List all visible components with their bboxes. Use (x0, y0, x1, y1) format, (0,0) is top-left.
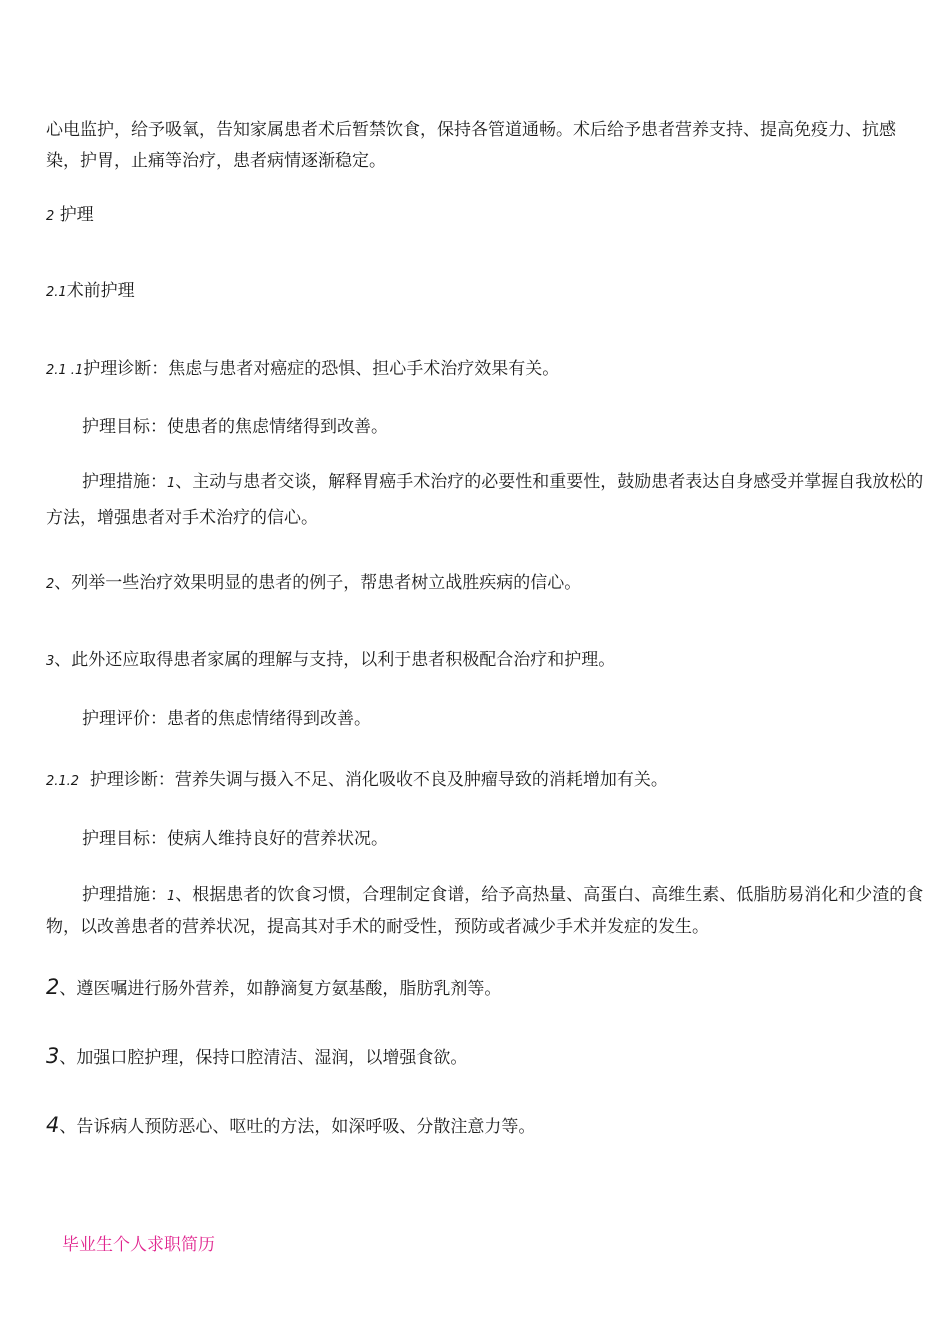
measure-anxiety-2 (46, 568, 926, 600)
item-number: 2 (46, 975, 60, 999)
goal-nutrition (46, 824, 926, 855)
measure-text: 、根据患者的饮食习惯，合理制定食谱，给予高热量、高蛋白、高维生素、低脂肪易消化和少渣的食物，以改善患者的营养状况，提高其对手术的耐受性，预防或者减少手术并发症的发生。 (46, 885, 924, 937)
footer-resume-link[interactable]: 毕业生个人求职简历 (62, 1235, 215, 1255)
section-number: 2.1 .1 (46, 363, 84, 378)
goal-text: 护理目标：使病人维持良好的营养状况。 (82, 829, 388, 849)
measure-nutrition-1 (46, 880, 926, 943)
goal-text: 护理目标：使患者的焦虑情绪得到改善。 (82, 417, 388, 437)
measure-number: 1 (167, 889, 176, 904)
heading-nursing (46, 200, 926, 232)
measure-nutrition-2 (46, 972, 926, 1005)
section-2-1-1-diagnosis (46, 354, 926, 386)
heading-number: 2.1 (46, 285, 67, 300)
section-text: 护理诊断：焦虑与患者对癌症的恐惧、担心手术治疗效果有关。 (83, 359, 560, 379)
heading-text: 护理 (59, 205, 94, 225)
section-2-1-2-diagnosis (46, 765, 926, 797)
item-text: 、此外还应取得患者家属的理解与支持，以利于患者积极配合治疗和护理。 (54, 650, 616, 670)
section-text: 护理诊断：营养失调与摄入不足、消化吸收不良及肿瘤导致的消耗增加有关。 (89, 770, 668, 790)
item-number: 3 (46, 1044, 60, 1068)
section-number: 2.1.2 (46, 774, 80, 789)
measure-nutrition-4 (46, 1110, 926, 1143)
measure-nutrition-3 (46, 1041, 926, 1074)
item-text: 、加强口腔护理，保持口腔清洁、湿润，以增强食欲。 (59, 1048, 468, 1068)
measure-prefix: 护理措施： (82, 472, 167, 492)
item-text: 、遵医嘱进行肠外营养，如静滴复方氨基酸，脂肪乳剂等。 (59, 979, 502, 999)
measure-anxiety-3 (46, 645, 926, 677)
paragraph-text: 心电监护，给予吸氧，告知家属患者术后暂禁饮食，保持各管道通畅。术后给予患者营养支持、提高免疫力、抗感染，护胃，止痛等治疗，患者病情逐渐稳定。 (46, 120, 896, 171)
measure-number: 1 (167, 476, 176, 491)
evaluation-text: 护理评价：患者的焦虑情绪得到改善。 (82, 709, 371, 729)
item-number: 2 (46, 577, 55, 592)
goal-anxiety (46, 412, 926, 443)
heading-text: 术前护理 (66, 281, 135, 301)
item-text: 、列举一些治疗效果明显的患者的例子，帮患者树立战胜疾病的信心。 (54, 573, 582, 593)
item-text: 、告诉病人预防恶心、呕吐的方法，如深呼吸、分散注意力等。 (59, 1117, 536, 1137)
paragraph-postop-summary (46, 115, 926, 177)
item-number: 3 (46, 654, 55, 669)
measure-anxiety-1 (46, 465, 926, 535)
measure-text: 、主动与患者交谈，解释胃癌手术治疗的必要性和重要性，鼓励患者表达自身感受并掌握自我放松的方法，增强患者对手术治疗的信心。 (46, 472, 924, 528)
heading-number: 2 (46, 209, 55, 224)
measure-prefix: 护理措施： (82, 885, 167, 905)
item-number: 4 (46, 1113, 60, 1137)
heading-preop-nursing (46, 276, 926, 308)
evaluation-anxiety (46, 704, 926, 735)
